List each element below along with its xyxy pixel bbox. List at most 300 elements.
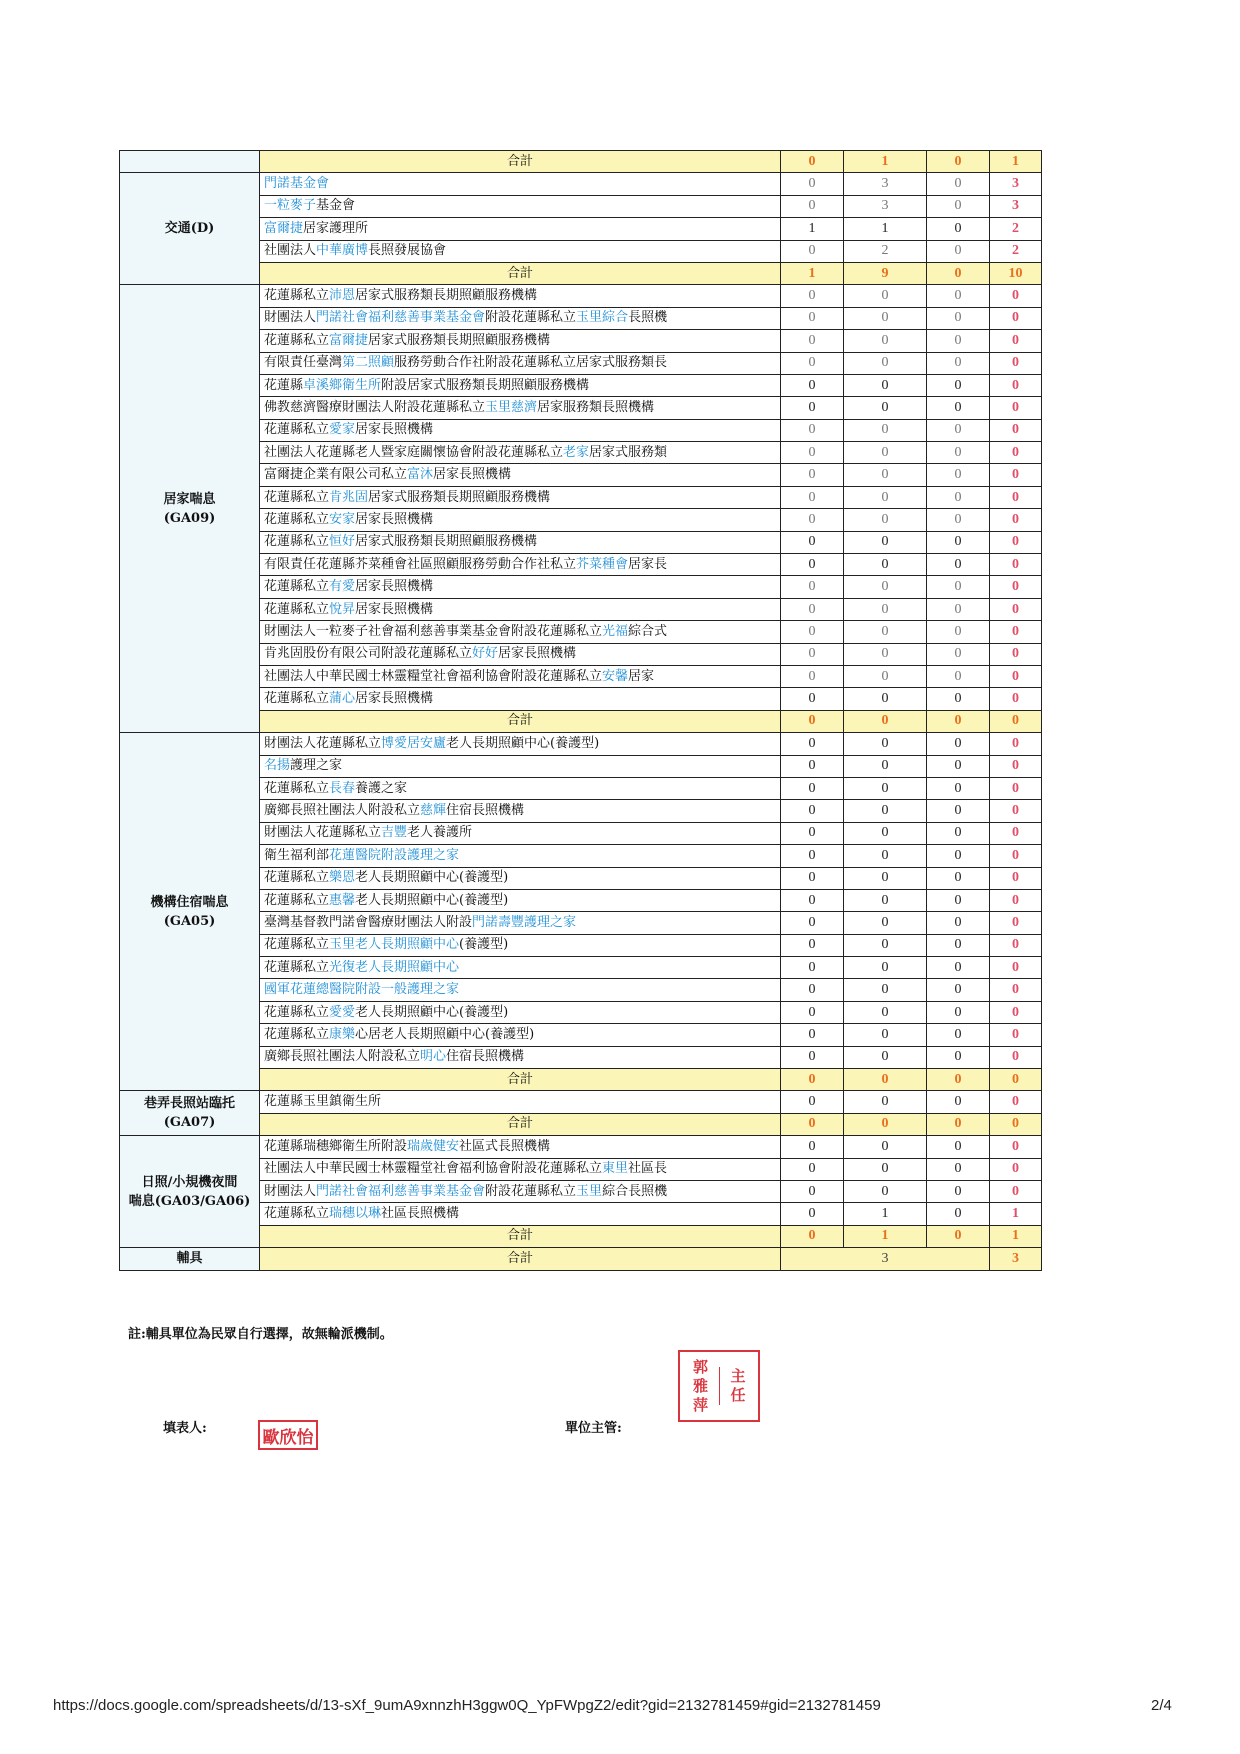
highlighted-name-part: 愛愛 xyxy=(329,1004,356,1020)
category-label-line: 交通(D) xyxy=(164,221,215,237)
total-cell: 3 xyxy=(990,173,1042,195)
highlighted-name-part: 沛恩 xyxy=(329,288,356,304)
aids-sum-row xyxy=(120,1248,1042,1270)
highlighted-name-part: 第二照顧 xyxy=(342,355,395,371)
institution-name xyxy=(260,1001,781,1023)
name-part: 花蓮縣私立 xyxy=(264,511,330,527)
institution-name xyxy=(260,777,781,799)
count-cell: 0 xyxy=(781,352,844,374)
institution-name xyxy=(260,285,781,307)
count-cell: 0 xyxy=(781,1203,844,1225)
total-cell: 0 xyxy=(990,867,1042,889)
count-cell: 0 xyxy=(844,330,927,352)
name-part: 富爾捷企業有限公司私立 xyxy=(264,467,408,483)
total-cell: 0 xyxy=(990,1158,1042,1180)
institution-name xyxy=(260,621,781,643)
total-cell: 0 xyxy=(990,665,1042,687)
name-part: 花蓮縣私立 xyxy=(264,691,330,707)
count-cell: 0 xyxy=(927,755,990,777)
table-row xyxy=(120,285,1042,307)
count-cell: 0 xyxy=(781,1113,844,1135)
category-label-line: 日照/小規機夜間 xyxy=(141,1174,238,1190)
count-cell: 0 xyxy=(844,912,927,934)
institution-name xyxy=(260,531,781,553)
total-cell: 2 xyxy=(990,240,1042,262)
category-cell xyxy=(120,1091,260,1136)
name-part: 附設花蓮縣私立 xyxy=(485,310,577,326)
highlighted-name-part: 門諾社會福利慈善事業基金會 xyxy=(316,310,486,326)
institution-name xyxy=(260,442,781,464)
name-part: 居家式服務類 xyxy=(589,444,668,460)
institution-name xyxy=(260,598,781,620)
count-cell: 0 xyxy=(781,1136,844,1158)
count-cell: 0 xyxy=(844,1046,927,1068)
count-cell: 0 xyxy=(781,397,844,419)
name-part: 花蓮縣私立 xyxy=(264,288,330,304)
name-part: 廣鄉長照社團法人附設私立 xyxy=(264,803,421,819)
highlighted-name-part: 中華廣博 xyxy=(316,243,369,259)
count-cell: 0 xyxy=(781,845,844,867)
name-part: 居家長照機構 xyxy=(433,467,512,483)
name-part: 老人長期照顧中心(養護型) xyxy=(355,870,509,886)
count-cell: 0 xyxy=(844,710,927,732)
name-part: 護理之家 xyxy=(290,758,343,774)
name-part: 花蓮縣私立 xyxy=(264,959,330,975)
category-label-line: 巷弄長照站臨托 xyxy=(143,1096,235,1112)
count-cell: 0 xyxy=(781,688,844,710)
name-part: 居家長 xyxy=(628,556,668,572)
count-cell: 0 xyxy=(844,1158,927,1180)
table-row xyxy=(120,733,1042,755)
count-cell: 0 xyxy=(844,531,927,553)
name-part: 財團法人一粒麥子社會福利慈善事業基金會附設花蓮縣私立 xyxy=(264,623,603,639)
count-cell: 0 xyxy=(844,1024,927,1046)
name-part: 花蓮縣私立 xyxy=(264,1004,330,1020)
category-label-line: 喘息(GA03/GA06) xyxy=(128,1193,251,1209)
name-part: 老人長期照顧中心(養護型) xyxy=(355,1004,509,1020)
count-cell: 0 xyxy=(927,889,990,911)
category-label-line: (GA05) xyxy=(163,913,216,929)
institution-name xyxy=(260,352,781,374)
name-part: 居家長照機構 xyxy=(355,422,434,438)
name-part: 老人養護所 xyxy=(407,825,473,841)
count-cell: 0 xyxy=(844,419,927,441)
institution-name xyxy=(260,173,781,195)
count-cell: 0 xyxy=(844,374,927,396)
highlighted-name-part: 慈輝 xyxy=(420,803,447,819)
count-cell: 0 xyxy=(781,889,844,911)
name-part: 社區長 xyxy=(628,1161,668,1177)
count-cell: 0 xyxy=(781,733,844,755)
highlighted-name-part: 卓溪鄉衛生所 xyxy=(303,377,382,393)
total-cell: 0 xyxy=(990,777,1042,799)
institution-name xyxy=(260,397,781,419)
count-cell: 0 xyxy=(781,240,844,262)
name-part: 佛教慈濟醫療財團法人附設花蓮縣私立 xyxy=(264,399,486,415)
stamp-title-column xyxy=(719,1367,756,1405)
count-cell: 0 xyxy=(927,486,990,508)
count-cell: 1 xyxy=(781,262,844,284)
total-cell: 0 xyxy=(990,710,1042,732)
category-label-line: 機構住宿喘息 xyxy=(150,894,229,910)
count-cell: 0 xyxy=(844,307,927,329)
name-part: 花蓮縣私立 xyxy=(264,937,330,953)
name-part: (養護型) xyxy=(459,937,509,953)
institution-name xyxy=(260,195,781,217)
count-cell: 0 xyxy=(781,1024,844,1046)
count-cell: 0 xyxy=(927,262,990,284)
count-cell: 0 xyxy=(781,151,844,173)
count-cell: 0 xyxy=(781,531,844,553)
total-cell: 0 xyxy=(990,330,1042,352)
count-cell: 0 xyxy=(927,419,990,441)
name-part: 綜合長照機 xyxy=(602,1183,668,1199)
name-part: 財團法人花蓮縣私立 xyxy=(264,825,382,841)
total-cell: 0 xyxy=(990,442,1042,464)
name-part: 居家式服務類長期照顧服務機構 xyxy=(368,332,551,348)
total-cell: 0 xyxy=(990,307,1042,329)
count-cell: 0 xyxy=(927,442,990,464)
total-cell: 3 xyxy=(990,195,1042,217)
count-cell: 0 xyxy=(844,554,927,576)
total-cell: 0 xyxy=(990,374,1042,396)
institution-name xyxy=(260,912,781,934)
total-cell: 0 xyxy=(990,845,1042,867)
total-cell: 0 xyxy=(990,800,1042,822)
name-part: 長照機 xyxy=(628,310,668,326)
count-cell: 0 xyxy=(844,867,927,889)
highlighted-name-part: 明心 xyxy=(420,1049,447,1065)
total-cell: 0 xyxy=(990,509,1042,531)
count-cell: 0 xyxy=(844,486,927,508)
highlighted-name-part: 瑞歲健安 xyxy=(407,1138,460,1154)
highlighted-name-part: 蒲心 xyxy=(329,691,356,707)
institution-name xyxy=(260,957,781,979)
name-part: 居家長照機構 xyxy=(355,579,434,595)
name-part: 養護之家 xyxy=(355,780,408,796)
highlighted-name-part: 博愛居安廬 xyxy=(381,735,447,751)
total-cell: 1 xyxy=(990,1203,1042,1225)
count-cell: 0 xyxy=(927,352,990,374)
name-part: 社團法人花蓮縣老人暨家庭關懷協會附設花蓮縣私立 xyxy=(264,444,564,460)
sum-label: 合計 xyxy=(260,1225,781,1247)
highlighted-name-part: 東里 xyxy=(602,1161,629,1177)
institution-name xyxy=(260,307,781,329)
name-part: 長照發展協會 xyxy=(368,243,447,259)
count-cell: 0 xyxy=(927,1001,990,1023)
institution-name xyxy=(260,419,781,441)
name-part: 居家服務類長照機構 xyxy=(537,399,655,415)
total-cell: 10 xyxy=(990,262,1042,284)
sum-label: 合計 xyxy=(260,262,781,284)
count-cell: 0 xyxy=(781,374,844,396)
name-part: 社團法人中華民國士林靈糧堂社會福利協會附設花蓮縣私立 xyxy=(264,668,603,684)
count-cell: 0 xyxy=(844,509,927,531)
count-cell: 0 xyxy=(927,1225,990,1247)
stamp-name-column xyxy=(682,1358,719,1415)
count-cell: 0 xyxy=(781,665,844,687)
count-cell: 0 xyxy=(927,531,990,553)
highlighted-name-part: 樂恩 xyxy=(329,870,356,886)
highlighted-name-part: 光復老人長期照顧中心 xyxy=(329,959,460,975)
total-cell: 0 xyxy=(990,554,1042,576)
count-cell: 0 xyxy=(781,643,844,665)
total-cell: 0 xyxy=(990,486,1042,508)
highlighted-name-part: 國軍花蓮總醫院附設一般護理之家 xyxy=(264,982,460,998)
name-part: 老人長期照顧中心(養護型) xyxy=(446,735,600,751)
name-part: 花蓮縣瑞穗鄉衛生所附設 xyxy=(264,1138,408,1154)
category-cell xyxy=(120,1136,260,1248)
count-cell: 0 xyxy=(844,665,927,687)
total-cell: 0 xyxy=(990,733,1042,755)
highlighted-name-part: 富爾捷 xyxy=(329,332,369,348)
count-cell: 0 xyxy=(844,621,927,643)
highlighted-name-part: 瑞穗以琳 xyxy=(329,1206,382,1222)
count-cell: 0 xyxy=(927,733,990,755)
total-cell: 1 xyxy=(990,1225,1042,1247)
sum-label: 合計 xyxy=(260,1113,781,1135)
total-cell: 0 xyxy=(990,755,1042,777)
highlighted-name-part: 花蓮醫院附設護理之家 xyxy=(329,847,460,863)
total-cell: 0 xyxy=(990,1046,1042,1068)
highlighted-name-part: 玉里 xyxy=(576,1183,603,1199)
institution-name xyxy=(260,845,781,867)
name-part: 居家 xyxy=(628,668,655,684)
count-cell: 0 xyxy=(927,554,990,576)
sum-label: 合計 xyxy=(260,710,781,732)
count-cell: 0 xyxy=(781,979,844,1001)
name-part: 衛生福利部 xyxy=(264,847,330,863)
count-cell: 3 xyxy=(844,173,927,195)
count-cell: 0 xyxy=(844,598,927,620)
count-cell: 0 xyxy=(927,330,990,352)
count-cell: 0 xyxy=(927,195,990,217)
count-cell: 0 xyxy=(844,464,927,486)
count-cell: 2 xyxy=(844,240,927,262)
name-part: 基金會 xyxy=(316,198,356,214)
institution-name xyxy=(260,576,781,598)
total-cell: 0 xyxy=(990,979,1042,1001)
total-cell: 0 xyxy=(990,1136,1042,1158)
total-cell: 0 xyxy=(990,464,1042,486)
count-cell: 0 xyxy=(927,710,990,732)
highlighted-name-part: 富沐 xyxy=(407,467,434,483)
highlighted-name-part: 門諾基金會 xyxy=(264,176,330,192)
total-cell: 0 xyxy=(990,285,1042,307)
count-cell: 0 xyxy=(844,755,927,777)
institution-name xyxy=(260,822,781,844)
name-part: 臺灣基督教門諾會醫療財團法人附設 xyxy=(264,914,473,930)
count-cell: 0 xyxy=(927,800,990,822)
institution-name xyxy=(260,867,781,889)
highlighted-name-part: 門諾壽豐護理之家 xyxy=(472,914,577,930)
count-cell: 0 xyxy=(781,1046,844,1068)
count-cell: 0 xyxy=(927,1180,990,1202)
print-footer-url: https://docs.google.com/spreadsheets/d/13-sXf_9umA9xnnzhH3ggw0Q_YpFWpgZ2/edit?gid=2132781459#gid=2132781459 xyxy=(53,1697,881,1714)
count-cell: 0 xyxy=(927,598,990,620)
count-cell: 0 xyxy=(781,598,844,620)
institution-name xyxy=(260,1024,781,1046)
category-cell xyxy=(120,285,260,733)
count-cell: 0 xyxy=(844,777,927,799)
count-cell: 0 xyxy=(844,352,927,374)
count-cell: 1 xyxy=(781,218,844,240)
count-cell: 0 xyxy=(844,889,927,911)
count-cell: 0 xyxy=(844,397,927,419)
highlighted-name-part: 有愛 xyxy=(329,579,356,595)
total-cell: 0 xyxy=(990,688,1042,710)
count-cell: 0 xyxy=(927,218,990,240)
count-cell: 0 xyxy=(844,822,927,844)
name-part: 花蓮縣 xyxy=(264,377,304,393)
total-cell: 2 xyxy=(990,218,1042,240)
name-part: 廣鄉長照社團法人附設私立 xyxy=(264,1049,421,1065)
count-cell: 0 xyxy=(927,1158,990,1180)
highlighted-name-part: 愛家 xyxy=(329,422,356,438)
category-label-line: (GA09) xyxy=(163,510,216,526)
table-body xyxy=(120,151,1042,1271)
name-part: 居家式服務類長期照顧服務機構 xyxy=(368,489,551,505)
count-cell: 3 xyxy=(844,195,927,217)
highlighted-name-part: 安家 xyxy=(329,511,356,527)
count-cell: 0 xyxy=(844,1180,927,1202)
count-cell: 0 xyxy=(781,1069,844,1091)
count-cell: 0 xyxy=(781,442,844,464)
institution-name xyxy=(260,643,781,665)
count-cell: 0 xyxy=(927,576,990,598)
count-cell: 1 xyxy=(844,1203,927,1225)
total-cell: 0 xyxy=(990,889,1042,911)
institution-name xyxy=(260,374,781,396)
highlighted-name-part: 好好 xyxy=(472,646,499,662)
sum-label: 合計 xyxy=(260,1069,781,1091)
count-cell: 0 xyxy=(781,419,844,441)
name-part: 花蓮縣私立 xyxy=(264,579,330,595)
highlighted-name-part: 肯兆固 xyxy=(329,489,369,505)
name-part: 居家護理所 xyxy=(303,220,369,236)
count-cell: 0 xyxy=(781,330,844,352)
stamp-char: 萍 xyxy=(692,1395,708,1414)
footnote: 註:輔具單位為民眾自行選擇，故無輪派機制。 xyxy=(128,1327,393,1342)
institution-name xyxy=(260,330,781,352)
count-cell: 0 xyxy=(927,240,990,262)
count-cell: 0 xyxy=(844,845,927,867)
count-cell: 1 xyxy=(844,218,927,240)
category-cell: 輔具 xyxy=(120,1248,260,1270)
count-cell: 0 xyxy=(927,822,990,844)
count-cell: 0 xyxy=(927,1136,990,1158)
filler-label: 填表人: xyxy=(163,1421,207,1436)
count-cell: 0 xyxy=(781,307,844,329)
name-part: 居家長照機構 xyxy=(498,646,577,662)
category-label-line: (GA07) xyxy=(163,1115,216,1131)
name-part: 社區長照機構 xyxy=(381,1206,460,1222)
table-row xyxy=(120,173,1042,195)
count-cell: 0 xyxy=(781,285,844,307)
name-part: 服務勞動合作社附設花蓮縣私立居家式服務類長 xyxy=(394,355,668,371)
count-cell: 0 xyxy=(844,1091,927,1113)
total-cell: 0 xyxy=(990,822,1042,844)
count-cell: 0 xyxy=(844,643,927,665)
institution-name xyxy=(260,1136,781,1158)
count-cell: 0 xyxy=(781,957,844,979)
name-part: 有限責任花蓮縣芥菜種會社區照顧服務勞動合作社私立 xyxy=(264,556,577,572)
total-cell: 0 xyxy=(990,598,1042,620)
name-part: 住宿長照機構 xyxy=(446,803,525,819)
institution-name xyxy=(260,733,781,755)
highlighted-name-part: 名揚 xyxy=(264,758,291,774)
stamp-char: 任 xyxy=(730,1386,746,1404)
count-cell: 0 xyxy=(781,464,844,486)
count-cell: 0 xyxy=(844,285,927,307)
total-cell: 0 xyxy=(990,934,1042,956)
name-part: 社區式長照機構 xyxy=(459,1138,551,1154)
sum-label: 合計 xyxy=(260,151,781,173)
count-cell: 0 xyxy=(844,1001,927,1023)
highlighted-name-part: 恒好 xyxy=(329,534,356,550)
name-part: 花蓮縣玉里鎮衛生所 xyxy=(264,1094,382,1110)
count-cell: 0 xyxy=(781,621,844,643)
name-part: 花蓮縣私立 xyxy=(264,1206,330,1222)
count-cell: 0 xyxy=(781,195,844,217)
count-cell: 1 xyxy=(844,151,927,173)
count-cell: 0 xyxy=(844,979,927,1001)
count-cell: 0 xyxy=(844,800,927,822)
institution-name xyxy=(260,1180,781,1202)
count-cell: 0 xyxy=(781,934,844,956)
highlighted-name-part: 長春 xyxy=(329,780,356,796)
count-cell: 0 xyxy=(927,867,990,889)
count-cell: 0 xyxy=(781,1225,844,1247)
institution-name xyxy=(260,979,781,1001)
institution-name xyxy=(260,688,781,710)
institution-name xyxy=(260,665,781,687)
count-cell: 0 xyxy=(844,442,927,464)
count-cell: 0 xyxy=(927,934,990,956)
count-cell: 0 xyxy=(844,1069,927,1091)
total-cell: 0 xyxy=(990,419,1042,441)
name-part: 居家長照機構 xyxy=(355,691,434,707)
count-cell: 0 xyxy=(927,464,990,486)
count-cell: 0 xyxy=(927,1069,990,1091)
highlighted-name-part: 安馨 xyxy=(602,668,629,684)
supervisor-label: 單位主管: xyxy=(565,1421,622,1436)
institution-name xyxy=(260,486,781,508)
count-cell: 0 xyxy=(927,374,990,396)
highlighted-name-part: 一粒麥子 xyxy=(264,198,317,214)
total-cell: 0 xyxy=(990,1180,1042,1202)
highlighted-name-part: 玉里慈濟 xyxy=(485,399,538,415)
count-cell: 0 xyxy=(927,665,990,687)
count-cell: 0 xyxy=(781,867,844,889)
count-cell: 0 xyxy=(844,934,927,956)
table-row xyxy=(120,1091,1042,1113)
count-cell: 0 xyxy=(844,1136,927,1158)
category-cell xyxy=(120,173,260,285)
count-cell: 0 xyxy=(781,1091,844,1113)
count-cell: 0 xyxy=(844,688,927,710)
count-cell: 0 xyxy=(781,710,844,732)
count-cell: 0 xyxy=(927,845,990,867)
count-cell: 0 xyxy=(781,1180,844,1202)
name-part: 有限責任臺灣 xyxy=(264,355,343,371)
institution-name xyxy=(260,1091,781,1113)
stamp-char: 郭 xyxy=(692,1357,708,1376)
count-cell: 0 xyxy=(927,397,990,419)
total-cell: 0 xyxy=(990,1091,1042,1113)
highlighted-name-part: 玉里綜合 xyxy=(576,310,629,326)
count-cell: 0 xyxy=(927,307,990,329)
